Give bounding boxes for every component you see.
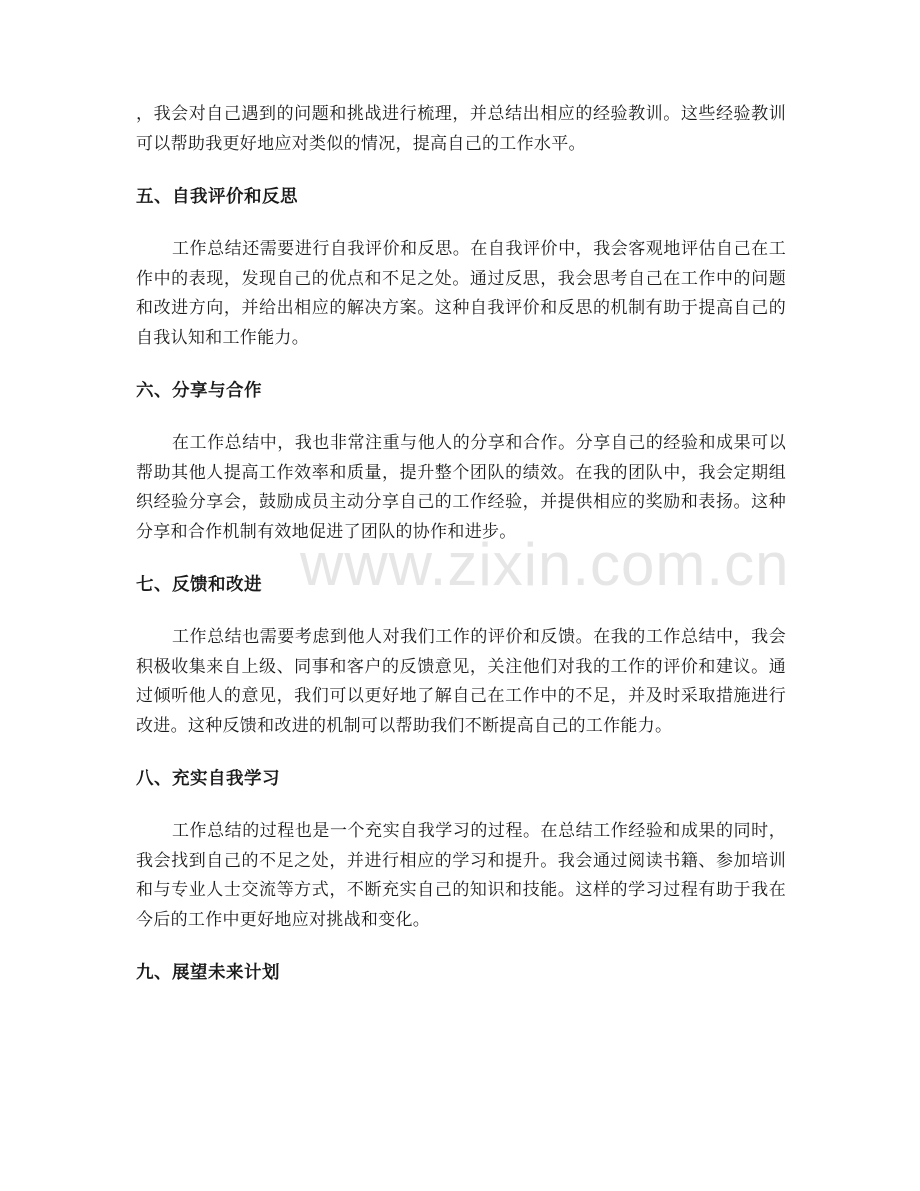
paragraph-self-learning: 工作总结的过程也是一个充实自我学习的过程。在总结工作经验和成果的同时，我会找到自己的不足之处，并进行相应的学习和提升。我会通过阅读书籍、参加培训和与专业人士交流等方式，不断充实自己的知识和技能。这样的学习过程有助于我在今后的工作中更好地应对挑战和变化。 xyxy=(136,821,786,930)
paragraph-continuation: ，我会对自己遇到的问题和挑战进行梳理，并总结出相应的经验教训。这些经验教训可以帮助我更好地应对类似的情况，提高自己的工作水平。 xyxy=(136,104,786,154)
section-heading-9: 九、展望未来计划 xyxy=(136,963,280,983)
section-heading-5: 五、自我评价和反思 xyxy=(136,187,298,207)
document-body xyxy=(136,100,786,988)
paragraph-feedback-improvement: 工作总结也需要考虑到他人对我们工作的评价和反馈。在我的工作总结中，我会积极收集来自上级、同事和客户的反馈意见，关注他们对我的工作的评价和建议。通过倾听他人的意见，我们可以更好地了解自己在工作中的不足，并及时采取措施进行改进。这种反馈和改进的机制可以帮助我们不断提高自己的工作能力。 xyxy=(136,627,786,736)
section-heading-7: 七、反馈和改进 xyxy=(136,575,262,595)
paragraph-sharing-cooperation: 在工作总结中，我也非常注重与他人的分享和合作。分享自己的经验和成果可以帮助其他人提高工作效率和质量，提升整个团队的绩效。在我的团队中，我会定期组织经验分享会，鼓励成员主动分享自己的工作经验，并提供相应的奖励和表扬。这种分享和合作机制有效地促进了团队的协作和进步。 xyxy=(136,433,786,542)
paragraph-self-evaluation: 工作总结还需要进行自我评价和反思。在自我评价中，我会客观地评估自己在工作中的表现，发现自己的优点和不足之处。通过反思，我会思考自己在工作中的问题和改进方向，并给出相应的解决方案。这种自我评价和反思的机制有助于提高自己的自我认知和工作能力。 xyxy=(136,239,786,348)
section-heading-6: 六、分享与合作 xyxy=(136,381,262,401)
section-heading-8: 八、充实自我学习 xyxy=(136,769,280,789)
watermark-text: www.zixin.com.cn xyxy=(300,531,790,598)
